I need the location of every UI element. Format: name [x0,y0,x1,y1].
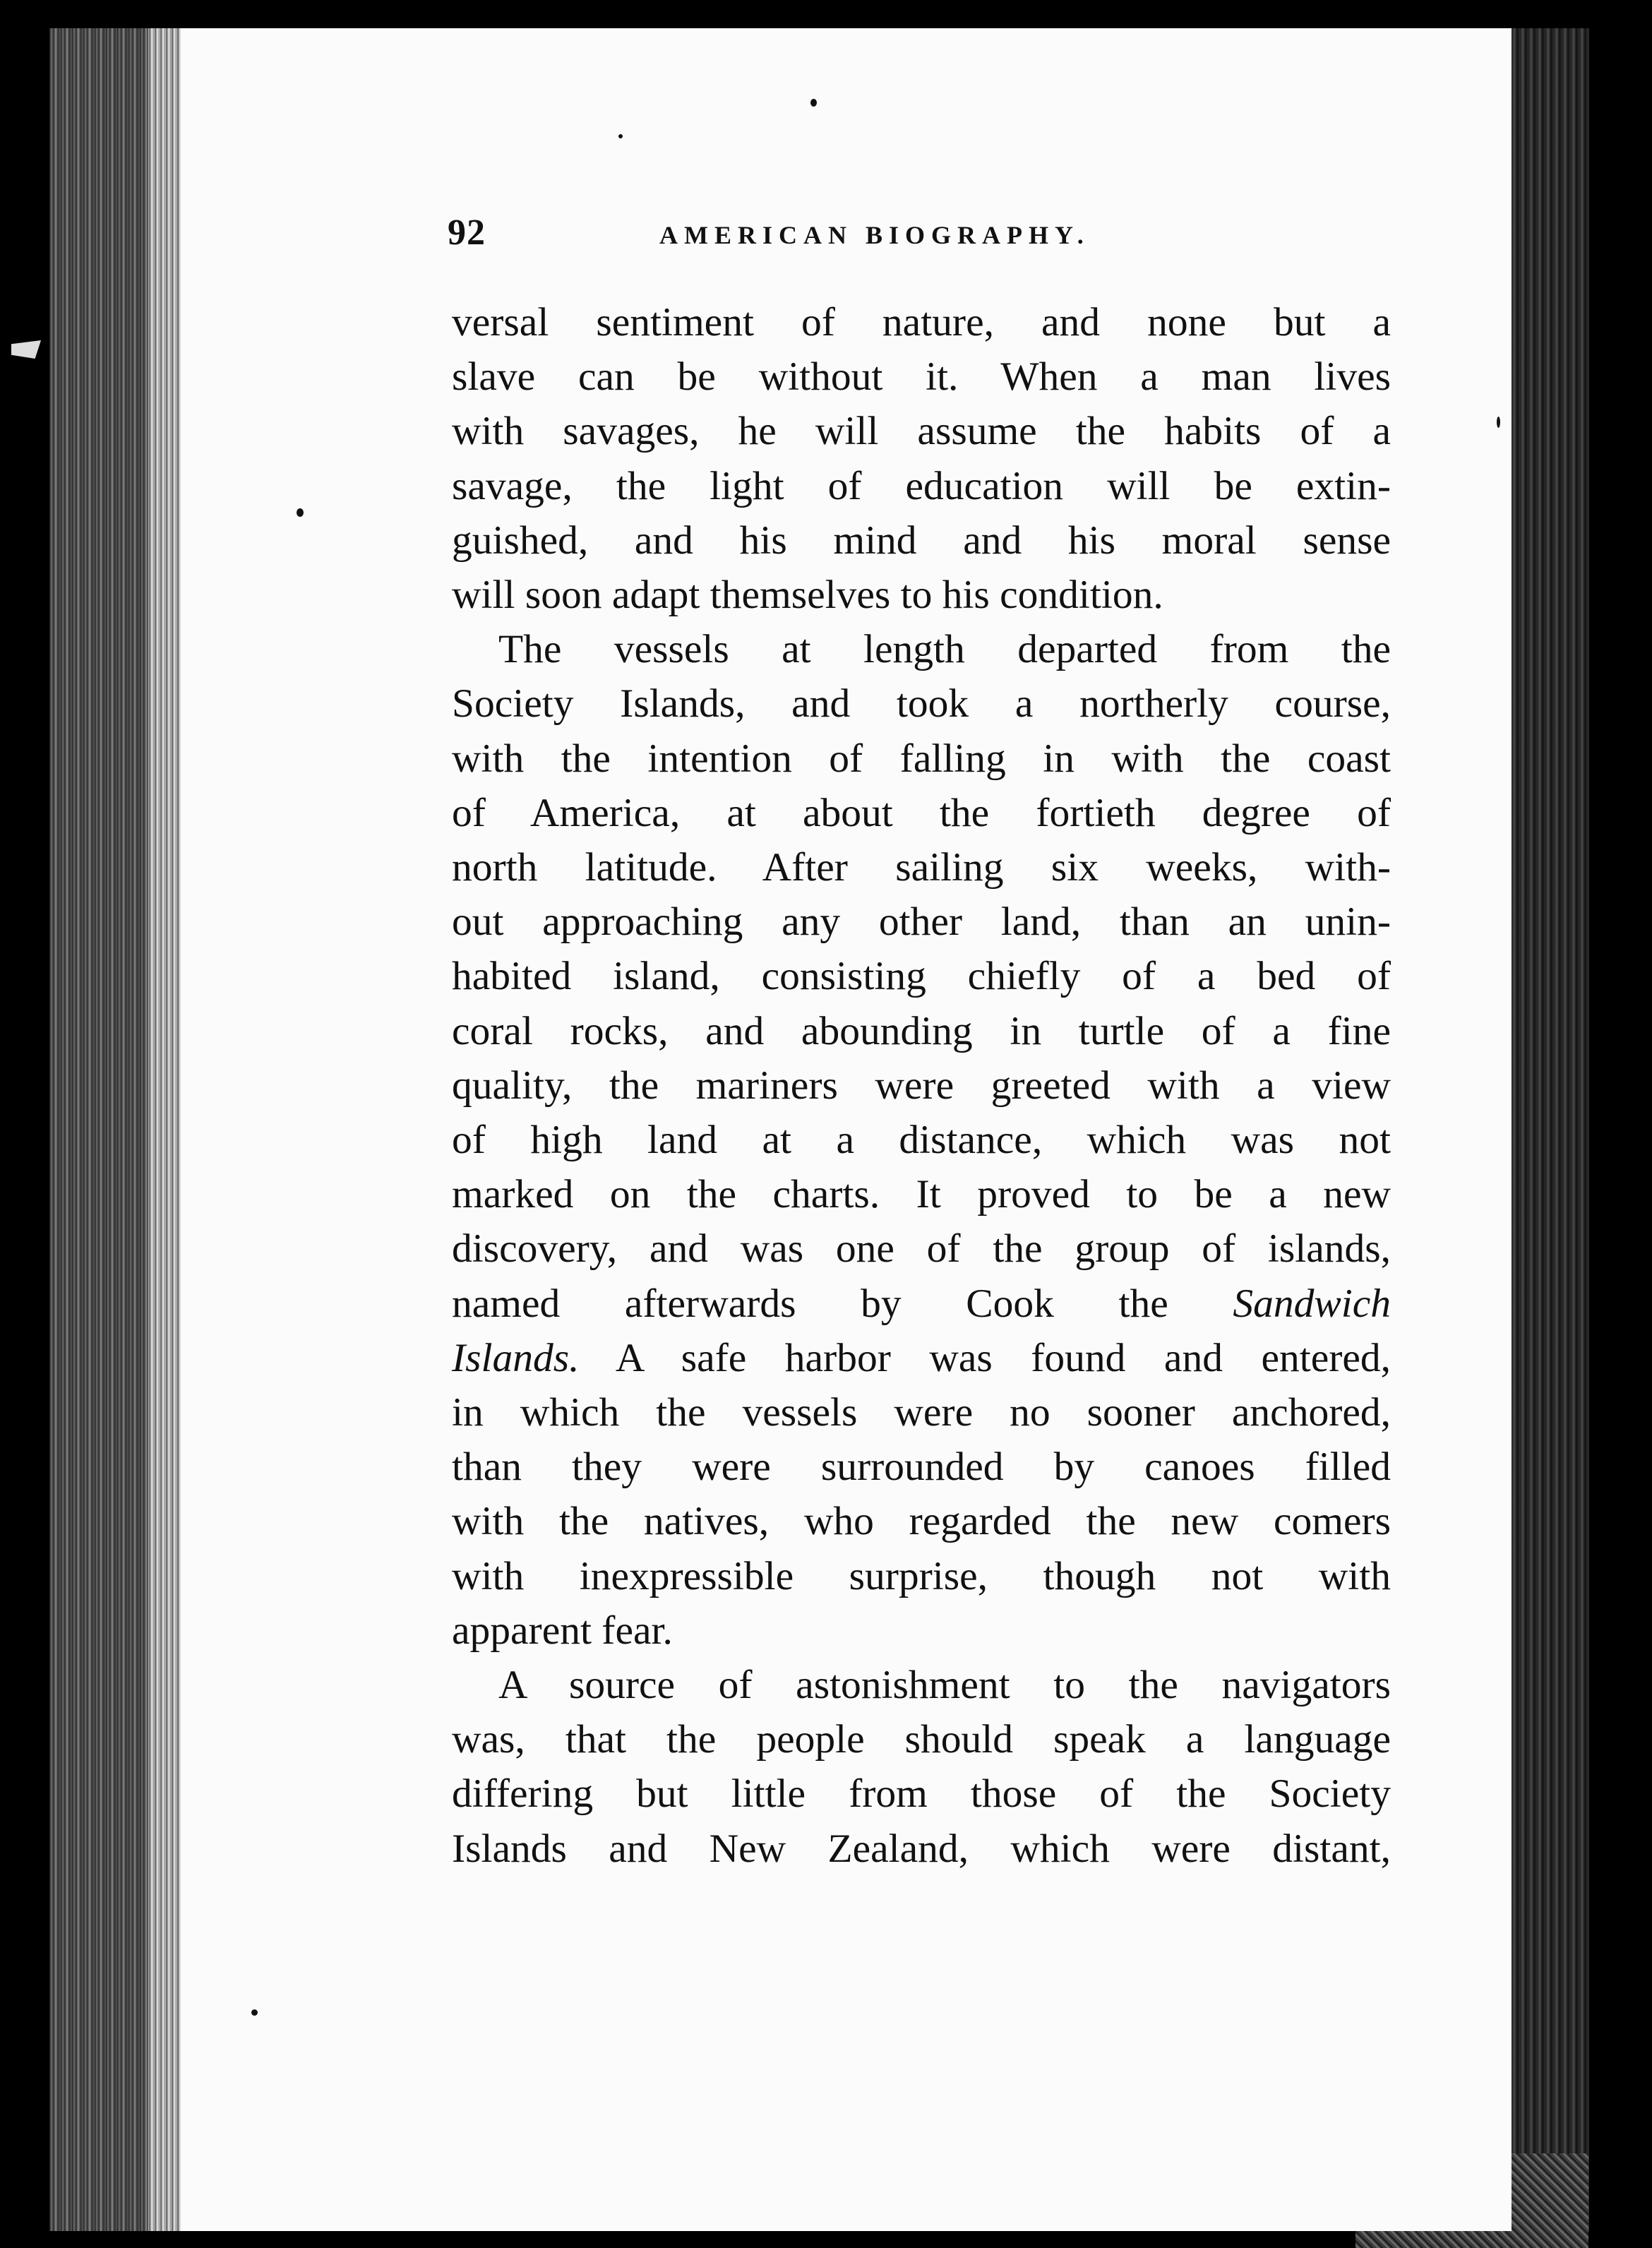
text-line: versal sentiment of nature, and none but a [452,300,1391,345]
text-line: of high land at a distance, which was not [452,1118,1391,1163]
text-line: Islands and New Zealand, which were distant, [452,1826,1391,1871]
ink-speck [618,134,623,138]
text-line: guished, and his mind and his moral sense [452,518,1391,563]
text-line: discovery, and was one of the group of islands, [452,1226,1391,1272]
text-line: differing but little from those of the Society [452,1771,1391,1817]
text-segment: named afterwards by Cook the [452,1281,1168,1326]
text-line: north latitude. After sailing six weeks, with- [452,845,1391,890]
text-line: A source of astonishment to the navigators [498,1663,1391,1708]
page-header [448,212,1387,268]
text-line: with the natives, who regarded the new comers [452,1499,1391,1544]
book-right-edge [1512,28,1589,2231]
margin-mark [11,340,41,359]
text-line-with-italic [452,1277,1391,1331]
text-line: of America, at about the fortieth degree of [452,790,1391,835]
text-line: out approaching any other land, than an unin- [452,899,1391,945]
text-line: marked on the charts. It proved to be a new [452,1172,1391,1217]
running-head: AMERICAN BIOGRAPHY. [659,221,1090,249]
text-line: in which the vessels were no sooner anchored, [452,1390,1391,1435]
ink-speck [1497,417,1500,428]
text-line: will soon adapt themselves to his condition. [452,573,1163,618]
text-line: was, that the people should speak a language [452,1717,1391,1762]
text-line: slave can be without it. When a man lives [452,354,1391,400]
ink-speck [810,99,817,107]
page-stack-edge [148,28,184,2231]
body-text [452,295,1391,1876]
text-line: The vessels at length departed from the [498,627,1391,672]
italic-text: Islands. [452,1335,580,1380]
text-line: coral rocks, and abounding in turtle of a fine [452,1008,1391,1053]
text-line: with inexpressible surprise, though not with [452,1553,1391,1598]
ink-speck [251,2009,258,2016]
italic-text: Sandwich [1233,1281,1391,1326]
text-line-with-italic [452,1331,1391,1385]
text-line: habited island, consisting chiefly of a bed of [452,954,1391,999]
text-line: Society Islands, and took a northerly course, [452,681,1391,727]
text-segment: A safe harbor was found and entered, [615,1335,1391,1380]
text-line: quality, the mariners were greeted with a view [452,1063,1391,1108]
page-number: 92 [448,213,486,253]
text-line: than they were surrounded by canoes filled [452,1445,1391,1490]
text-line: with the intention of falling in with the coast [452,736,1391,781]
text-line: apparent fear. [452,1608,673,1653]
ink-speck [297,508,304,517]
text-line: savage, the light of education will be extin- [452,463,1391,508]
text-line: with savages, he will assume the habits of a [452,409,1391,454]
